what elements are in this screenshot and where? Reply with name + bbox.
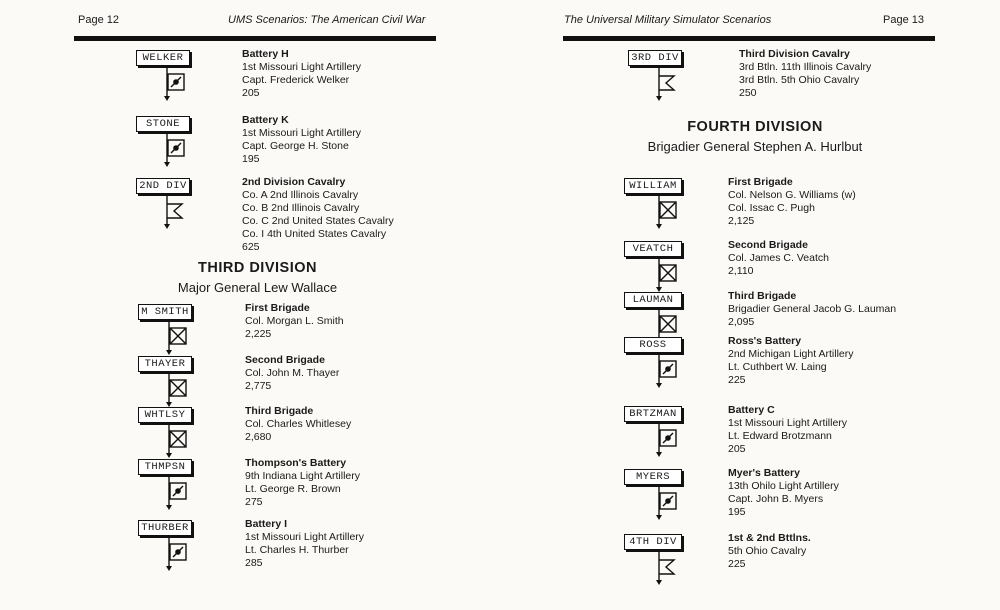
unit-detail-line: 3rd Btln. 11th Illinois Cavalry xyxy=(739,61,872,73)
unit-detail-line: 625 xyxy=(242,241,260,253)
infantry-unit-icon xyxy=(656,257,680,293)
unit-detail-line: Co. B 2nd Illinois Cavalry xyxy=(242,202,360,214)
unit-symbol xyxy=(164,194,188,235)
unit-symbol xyxy=(166,475,190,516)
unit-description xyxy=(728,239,978,278)
artillery-unit-icon xyxy=(656,353,680,389)
unit-description xyxy=(728,176,978,228)
unit-description xyxy=(245,354,495,393)
unit-symbol xyxy=(656,353,680,394)
unit-description xyxy=(242,48,492,100)
unit-detail-line: Lt. Cuthbert W. Laing xyxy=(728,361,827,373)
unit-detail-line: Co. I 4th United States Cavalry xyxy=(242,228,387,240)
infantry-unit-icon xyxy=(166,372,190,408)
unit-name: Second Brigade xyxy=(245,354,325,366)
unit-description xyxy=(728,467,978,519)
unit-detail-line: Capt. John B. Myers xyxy=(728,493,824,505)
unit-detail-line: Lt. George R. Brown xyxy=(245,483,341,495)
unit-detail-line: 205 xyxy=(728,443,746,455)
unit-counter-label: 2ND DIV xyxy=(136,178,190,194)
unit-detail-line: Col. Charles Whitlesey xyxy=(245,418,352,430)
page-number: Page 13 xyxy=(883,14,924,26)
unit-detail-line: 2,225 xyxy=(245,328,272,340)
unit-counter-label: BRTZMAN xyxy=(624,406,682,422)
unit-detail-line: 2,125 xyxy=(728,215,755,227)
unit-detail-line: 2,680 xyxy=(245,431,272,443)
unit-symbol xyxy=(656,66,680,107)
page-number: Page 12 xyxy=(78,14,119,26)
unit-detail-line: 205 xyxy=(242,87,260,99)
unit-detail-line: 2nd Michigan Light Artillery xyxy=(728,348,854,360)
unit-name: First Brigade xyxy=(728,176,793,188)
unit-counter-label: THAYER xyxy=(138,356,192,372)
unit-symbol xyxy=(166,536,190,577)
unit-name: Battery H xyxy=(242,48,289,60)
unit-detail-line: 195 xyxy=(242,153,260,165)
unit-name: Ross's Battery xyxy=(728,335,802,347)
header-rule xyxy=(74,36,436,41)
unit-name: Battery C xyxy=(728,404,775,416)
unit-detail-line: 285 xyxy=(245,557,263,569)
division-title: THIRD DIVISION xyxy=(198,260,317,276)
unit-detail-line: 1st Missouri Light Artillery xyxy=(242,61,362,73)
unit-description xyxy=(242,176,492,254)
running-title: UMS Scenarios: The American Civil War xyxy=(228,14,426,26)
unit-description xyxy=(728,532,978,571)
infantry-unit-icon xyxy=(166,423,190,459)
infantry-unit-icon xyxy=(166,320,190,356)
unit-detail-line: 9th Indiana Light Artillery xyxy=(245,470,360,482)
unit-description xyxy=(728,404,978,456)
unit-counter-label: THURBER xyxy=(138,520,192,536)
unit-detail-line: Lt. Charles H. Thurber xyxy=(245,544,349,556)
cavalry-unit-icon xyxy=(656,550,680,586)
unit-name: Second Brigade xyxy=(728,239,808,251)
unit-detail-line: Co. C 2nd United States Cavalry xyxy=(242,215,394,227)
unit-name: Thompson's Battery xyxy=(245,457,347,469)
right-page xyxy=(500,0,1000,610)
artillery-unit-icon xyxy=(656,485,680,521)
unit-detail-line: 225 xyxy=(728,558,746,570)
unit-description xyxy=(728,290,978,329)
unit-description xyxy=(245,457,495,509)
unit-detail-line: 1st Missouri Light Artillery xyxy=(245,531,365,543)
artillery-unit-icon xyxy=(656,422,680,458)
unit-detail-line: Capt. Frederick Welker xyxy=(242,74,350,86)
unit-counter-label: 4TH DIV xyxy=(624,534,682,550)
unit-description xyxy=(739,48,989,100)
unit-counter-label: WILLIAM xyxy=(624,178,682,194)
unit-name: Third Brigade xyxy=(728,290,797,302)
unit-counter-label: ROSS xyxy=(624,337,682,353)
division-title: FOURTH DIVISION xyxy=(687,119,823,135)
unit-description xyxy=(245,302,495,341)
unit-name: Battery I xyxy=(245,518,288,530)
unit-detail-line: 195 xyxy=(728,506,746,518)
unit-name: Myer's Battery xyxy=(728,467,800,479)
unit-detail-line: 5th Ohio Cavalry xyxy=(728,545,807,557)
unit-detail-line: 2,775 xyxy=(245,380,272,392)
unit-counter-label: M SMITH xyxy=(138,304,192,320)
unit-name: Third Division Cavalry xyxy=(739,48,850,60)
unit-detail-line: 2,095 xyxy=(728,316,755,328)
unit-detail-line: 13th Ohilo Light Artillery xyxy=(728,480,839,492)
unit-name: 2nd Division Cavalry xyxy=(242,176,346,188)
division-commander: Major General Lew Wallace xyxy=(177,280,338,295)
unit-description xyxy=(245,405,495,444)
unit-counter-label: LAUMAN xyxy=(624,292,682,308)
unit-counter-label: WELKER xyxy=(136,50,190,66)
artillery-unit-icon xyxy=(166,536,190,572)
unit-symbol xyxy=(166,320,190,361)
unit-symbol xyxy=(656,485,680,526)
unit-detail-line: 275 xyxy=(245,496,263,508)
unit-detail-line: 2,110 xyxy=(728,265,754,277)
unit-detail-line: 250 xyxy=(739,87,757,99)
unit-symbol xyxy=(166,423,190,464)
unit-symbol xyxy=(656,194,680,235)
division-commander: Brigadier General Stephen A. Hurlbut xyxy=(647,139,863,154)
unit-name: 1st & 2nd Bttlns. xyxy=(728,532,811,544)
unit-counter-label: VEATCH xyxy=(624,241,682,257)
unit-detail-line: Brigadier General Jacob G. Lauman xyxy=(728,303,897,315)
unit-name: Battery K xyxy=(242,114,289,126)
unit-detail-line: 1st Missouri Light Artillery xyxy=(242,127,362,139)
cavalry-unit-icon xyxy=(656,66,680,102)
artillery-unit-icon xyxy=(166,475,190,511)
unit-counter-label: 3RD DIV xyxy=(628,50,682,66)
unit-detail-line: 1st Missouri Light Artillery xyxy=(728,417,848,429)
running-title: The Universal Military Simulator Scenarios xyxy=(564,14,772,26)
unit-detail-line: Col. Nelson G. Williams (w) xyxy=(728,189,856,201)
unit-counter-label: THMPSN xyxy=(138,459,192,475)
unit-detail-line: Col. James C. Veatch xyxy=(728,252,829,264)
unit-description xyxy=(728,335,978,387)
unit-name: Third Brigade xyxy=(245,405,314,417)
header-rule xyxy=(563,36,935,41)
cavalry-unit-icon xyxy=(164,194,188,230)
unit-detail-line: Col. Issac C. Pugh xyxy=(728,202,815,214)
unit-detail-line: Col. Morgan L. Smith xyxy=(245,315,344,327)
unit-counter-label: MYERS xyxy=(624,469,682,485)
unit-symbol xyxy=(164,132,188,173)
infantry-unit-icon xyxy=(656,194,680,230)
unit-name: First Brigade xyxy=(245,302,310,314)
unit-detail-line: Lt. Edward Brotzmann xyxy=(728,430,832,442)
unit-detail-line: Co. A 2nd Illinois Cavalry xyxy=(242,189,359,201)
unit-detail-line: Capt. George H. Stone xyxy=(242,140,349,152)
artillery-unit-icon xyxy=(164,66,188,102)
unit-counter-label: STONE xyxy=(136,116,190,132)
unit-counter-label: WHTLSY xyxy=(138,407,192,423)
unit-symbol xyxy=(164,66,188,107)
unit-description xyxy=(242,114,492,166)
unit-detail-line: Col. John M. Thayer xyxy=(245,367,340,379)
unit-symbol xyxy=(656,550,680,591)
unit-symbol xyxy=(656,422,680,463)
unit-description xyxy=(245,518,495,570)
unit-detail-line: 3rd Btln. 5th Ohio Cavalry xyxy=(739,74,860,86)
artillery-unit-icon xyxy=(164,132,188,168)
unit-detail-line: 225 xyxy=(728,374,746,386)
